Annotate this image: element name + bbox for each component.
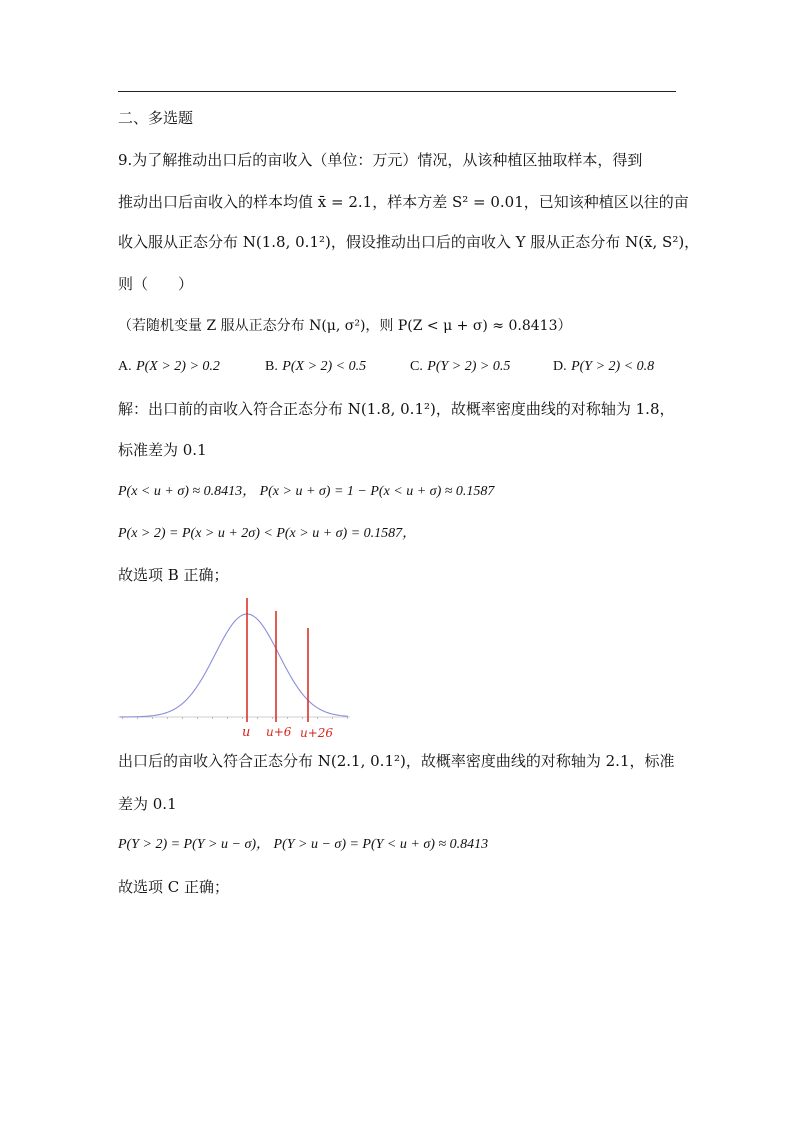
handwritten-label-u-plus-26: u+26: [300, 726, 334, 740]
question-line-4: 则（ ）: [118, 275, 194, 293]
option-a-text: P(X > 2) > 0.2: [136, 359, 220, 374]
option-b-text: P(X > 2) < 0.5: [282, 359, 367, 374]
solution-line-3: 出口后的亩收入符合正态分布 N(2.1, 0.1²)，故概率密度曲线的对称轴为 2.1，标准: [118, 752, 675, 770]
question-hint: （若随机变量 Z 服从正态分布 N(μ, σ²)，则 P(Z < μ + σ) ≈ 0.8413）: [118, 318, 572, 334]
question-line-3: 收入服从正态分布 N(1.8, 0.1²)，假设推动出口后的亩收入 Y 服从正态分布 N(x̄, S²)，: [118, 233, 700, 251]
option-a-label: A.: [118, 359, 132, 374]
section-heading: 二、多选题: [118, 109, 194, 127]
question-line-1: 9.为了解推动出口后的亩收入（单位：万元）情况，从该种植区抽取样本，得到: [118, 151, 643, 169]
bell-curve: [120, 614, 348, 717]
header-rule: [118, 91, 676, 92]
option-c-text: P(Y > 2) > 0.5: [427, 359, 511, 374]
solution-equation-2: P(x > 2) = P(x > u + 2σ) < P(x > u + σ) = 0.1587，: [118, 526, 417, 541]
solution-conclusion-1: 故选项 B 正确；: [118, 566, 229, 584]
handwritten-label-u: u: [242, 725, 251, 740]
option-d[interactable]: [553, 356, 654, 377]
option-d-label: D.: [553, 359, 567, 374]
option-c[interactable]: [410, 356, 510, 377]
option-d-text: P(Y > 2) < 0.8: [571, 359, 655, 374]
handwritten-label-u-plus-6: u+6: [266, 725, 292, 739]
option-a[interactable]: [118, 356, 220, 377]
question-line-2: 推动出口后亩收入的样本均值 x̄ = 2.1，样本方差 S² = 0.01，已知该种植区以往的亩: [118, 193, 689, 211]
solution-equation-1: P(x < u + σ) ≈ 0.8413， P(x > u + σ) = 1 − P(x < u + σ) ≈ 0.1587: [118, 484, 495, 499]
solution-line-1: 解：出口前的亩收入符合正态分布 N(1.8, 0.1²)，故概率密度曲线的对称轴为 1.8，: [118, 400, 675, 418]
solution-line-4: 差为 0.1: [118, 795, 177, 813]
option-b-label: B.: [265, 359, 278, 374]
option-c-label: C.: [410, 359, 423, 374]
solution-conclusion-2: 故选项 C 正确；: [118, 878, 230, 896]
option-b[interactable]: [265, 356, 366, 377]
solution-line-2: 标准差为 0.1: [118, 441, 207, 459]
solution-equation-3: P(Y > 2) = P(Y > u − σ)， P(Y > u − σ) = P(Y < u + σ) ≈ 0.8413: [118, 837, 489, 852]
normal-curve-figure: [116, 596, 352, 741]
